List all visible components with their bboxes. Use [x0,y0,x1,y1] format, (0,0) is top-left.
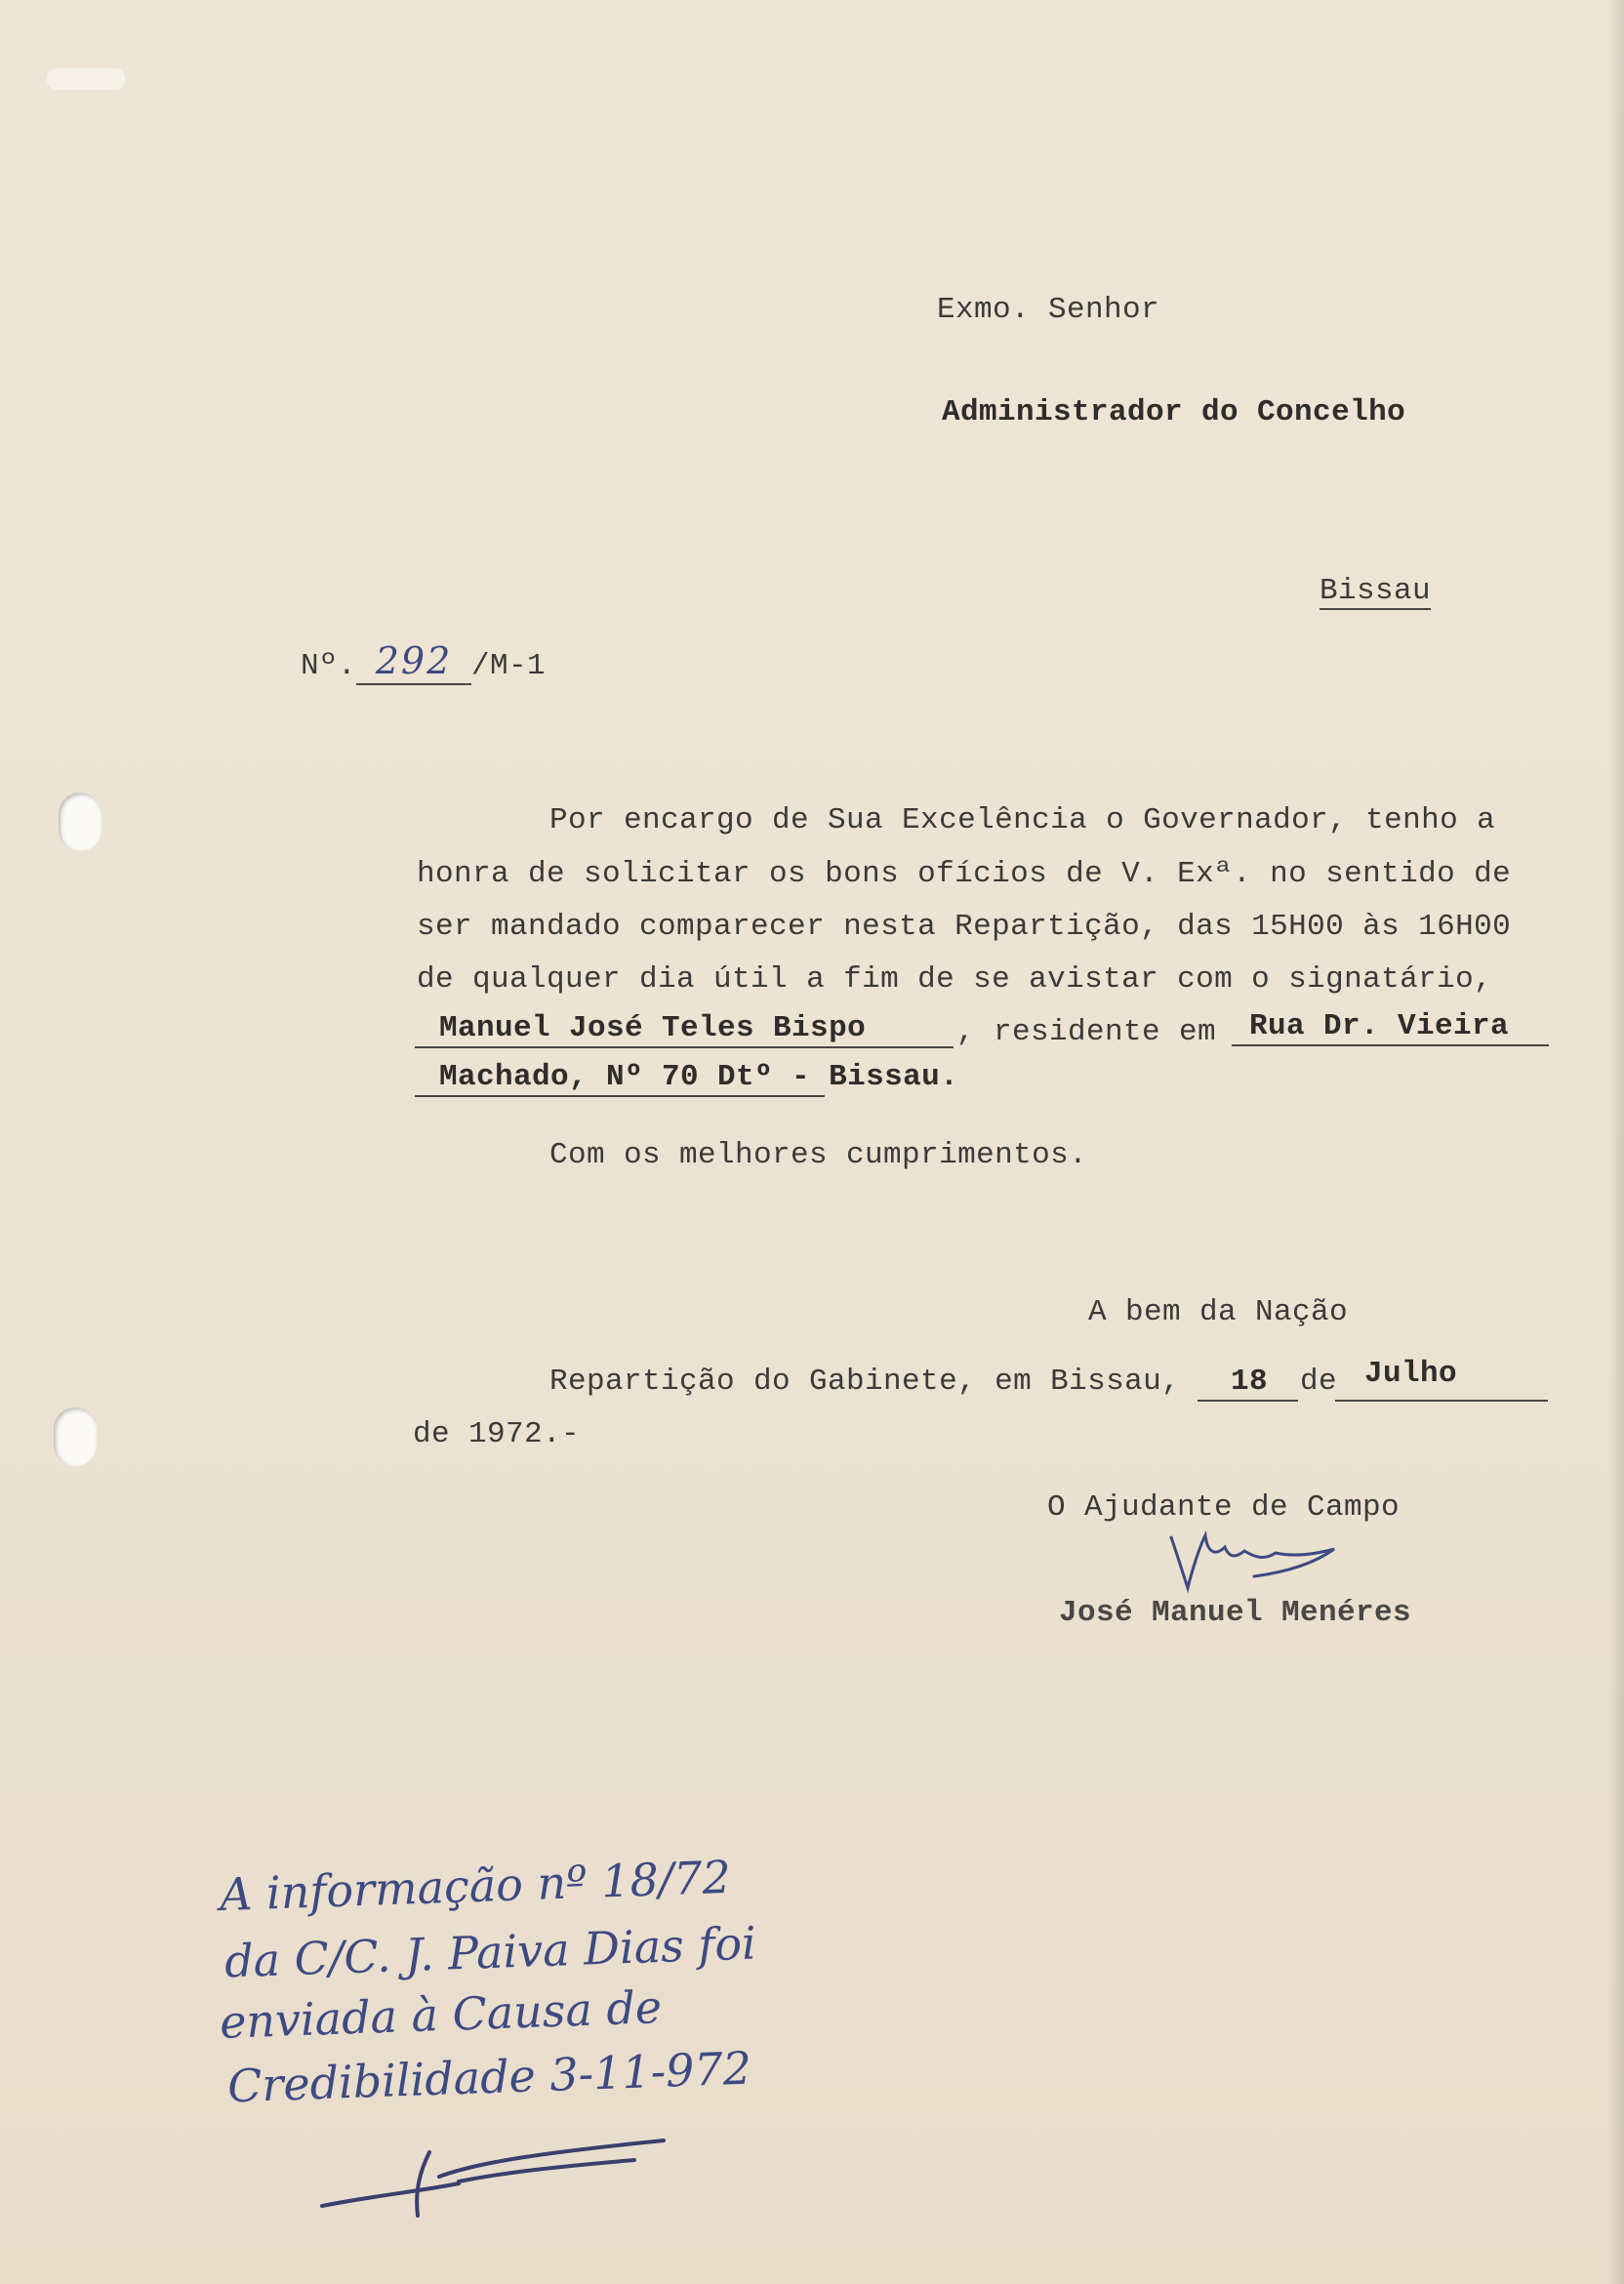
recipient-city: Bissau [1320,574,1432,608]
signer-name: José Manuel Menéres [1059,1596,1412,1630]
handwritten-line-1: A informação nº 18/72 [219,1850,732,1922]
person-name: Manuel José Teles Bispo [439,1011,867,1045]
year-text: de 1972.- [413,1417,581,1451]
signature-mark [1166,1518,1381,1596]
day-field [1198,1363,1298,1402]
recipient-title: Administrador do Concelho [942,395,1406,429]
residente-text: , residente em [956,1015,1217,1049]
address-part-2: Machado, Nº 70 Dtº - Bissau. [439,1060,959,1094]
reference-handwritten-number: 292 [356,639,471,685]
handwritten-line-2: da C/C. J. Paiva Dias foi [223,1916,757,1988]
de-text: de [1300,1365,1338,1399]
handwritten-note [219,1850,922,2113]
address-part-1: Rua Dr. Vieira [1249,1009,1510,1043]
date-day: 18 [1231,1365,1269,1399]
signer-title: O Ajudante de Campo [1047,1490,1401,1525]
body-line-3: ser mandado comparecer nesta Repartição, das 15H00 às 16H00 [417,910,1512,944]
handwritten-line-4: Credibilidade 3-11-972 [226,2041,752,2113]
address-field-2 [415,1060,959,1097]
reference-number [301,639,546,685]
punch-hole-top [59,793,102,851]
date-month: Julho [1364,1357,1458,1391]
address-field-1 [1232,1009,1549,1046]
reference-suffix: /M-1 [471,649,547,683]
torn-corner-mark [47,68,125,90]
motto: A bem da Nação [1088,1295,1349,1329]
body-line-2: honra de solicitar os bons ofícios de V. Exª. no sentido de [417,857,1512,891]
body-line-1: Por encargo de Sua Excelência o Governador, tenho a [549,803,1496,837]
month-field [1335,1357,1548,1402]
place-text: Repartição do Gabinete, em Bissau, [549,1365,1181,1399]
person-name-field [415,1011,954,1048]
salutation: Exmo. Senhor [937,293,1160,327]
punch-hole-bottom [54,1407,97,1466]
initials-mark [312,2123,683,2230]
closing-line: Com os melhores cumprimentos. [549,1138,1088,1172]
handwritten-line-3: enviada à Causa de [219,1980,663,2049]
reference-prefix: Nº. [301,649,357,683]
body-line-4: de qualquer dia útil a fim de se avistar com o signatário, [417,962,1493,997]
